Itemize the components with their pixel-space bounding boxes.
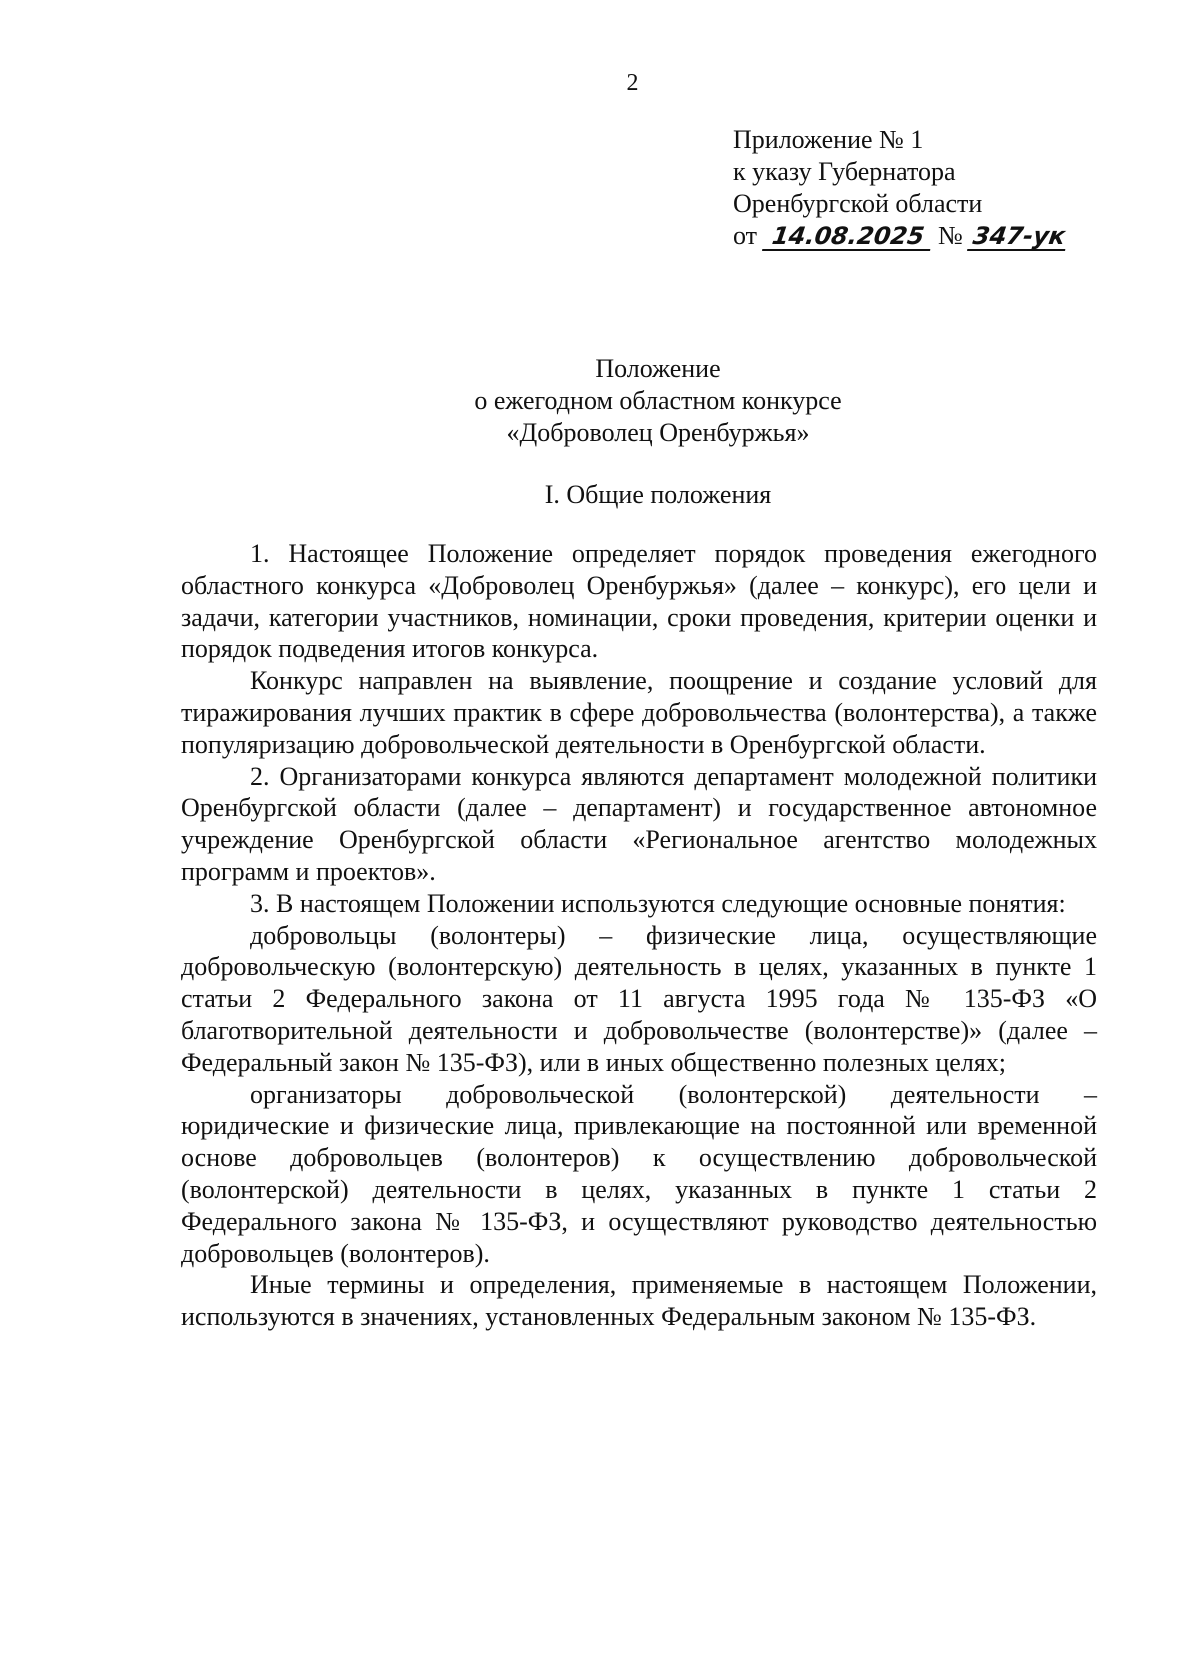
title-line-3: «Доброволец Оренбуржья» — [506, 418, 810, 447]
title-line-1: Положение — [595, 354, 721, 383]
paragraph: 1. Настоящее Положение определяет порядок проведения ежегодного областного конкурса «Доброволец Оренбуржья» (далее – конкурс), его цели и задачи, категории участников, номинации, сроки проведения, критерии оценки и порядок подведения итогов конкурса. — [181, 539, 1097, 664]
appendix-block — [733, 124, 1067, 252]
paragraph: организаторы добровольческой (волонтерской) деятельности – юридические и физические лица, привлекающие на постоянной или временной основе добровольцев (волонтеров) к осуществлению добровольческой (волонтерской) деятельности в целях, указанных в пункте 1 статьи 2 Федерального закона № 135-ФЗ, и осуществляют руководство деятельностью добровольцев (волонтеров). — [181, 1079, 1097, 1268]
date-prefix: от — [733, 221, 758, 250]
handwritten-date: 14.08.2025 — [762, 223, 934, 251]
paragraph: 3. В настоящем Положении используются следующие основные понятия: — [250, 888, 1066, 918]
title-line-2: о ежегодном областном конкурсе — [474, 386, 842, 415]
document-body — [181, 538, 1097, 1333]
appendix-line-2: к указу Губернатора — [733, 157, 956, 186]
appendix-line-1: Приложение № 1 — [733, 125, 924, 154]
section-heading: I. Общие положения — [544, 480, 772, 509]
number-sign: № — [938, 221, 963, 250]
appendix-date-line — [733, 220, 1067, 252]
appendix-line-3: Оренбургской области — [733, 189, 983, 218]
paragraph: 2. Организаторами конкурса являются департамент молодежной политики Оренбургской области (далее – департамент) и государственное автономное учреждение Оренбургской области «Региональное агентство молодежных программ и проектов». — [181, 761, 1097, 886]
document-title — [0, 353, 1200, 449]
paragraph: добровольцы (волонтеры) – физические лица, осуществляющие добровольческую (волонтерскую) деятельность в целях, указанных в пункте 1 статьи 2 Федерального закона от 11 августа 1995 года № 135-ФЗ «О благотворительной деятельности и добровольчестве (волонтерстве)» (далее – Федеральный закон № 135-ФЗ), или в иных общественно полезных целях; — [181, 920, 1097, 1077]
paragraph: Иные термины и определения, применяемые в настоящем Положении, используются в значениях, установленных Федеральным законом № 135-ФЗ. — [181, 1270, 1097, 1332]
paragraph: Конкурс направлен на выявление, поощрение и создание условий для тиражирования лучших практик в сфере добровольчества (волонтерства), а также популяризацию добровольческой деятельности в Оренбургской области. — [181, 666, 1097, 759]
handwritten-number: 347-ук — [967, 223, 1069, 251]
page-number: 2 — [626, 70, 639, 96]
